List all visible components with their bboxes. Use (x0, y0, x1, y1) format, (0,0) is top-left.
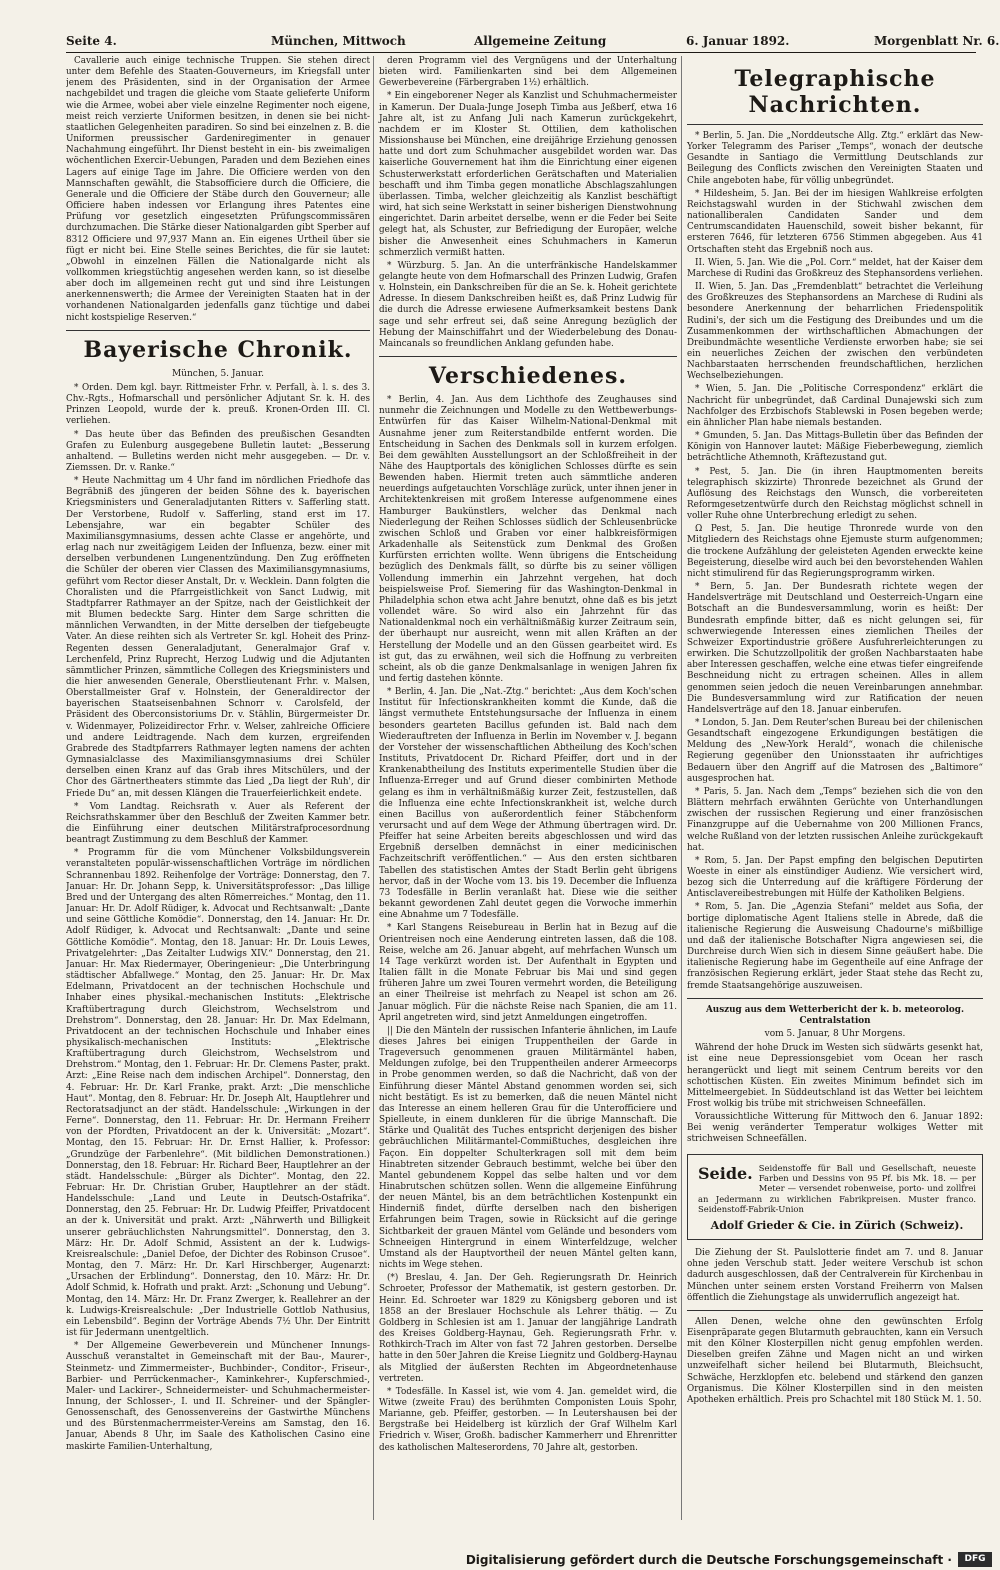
article-paragraph: * Das heute über das Befinden des preußischen Gesandten Grafen zu Eulenburg ausgegebene Bulletin lautet: „Besserung anhaltend. — Bulletins werden nicht mehr ausgegeben. — Dr. v. Ziemssen. Dr. v. Ranke.“ (66, 429, 370, 473)
article-paragraph: * Karl Stangens Reisebureau in Berlin hat in Bezug auf die Orientreisen noch eine Aenderung eintreten lassen, daß die 108. Reise, welche am 26. Januar abgeht, auf mehrfachen Wunsch um 14 Tage verkürzt worden ist. Der Aufenthalt in Egypten und Italien fällt in die Monate Februar bis Mai und sind gegen früheren Jahre um zwei Touren vermehrt worden, die Beteiligung an einer Theilreise ist mehrfach zu Neapel ist schon am 26. Januar möglich. Für die nächste Reise nach Spanien, die am 11. April angetreten wird, sind jetzt Anmeldungen eingetroffen. (379, 923, 677, 1023)
article-paragraph: * Vom Landtag. Reichsrath v. Auer als Referent der Reichsrathskammer über den Beschluß der Zweiten Kammer betr. die Einführung einer deutschen Militärstrafprocesordnung beantragt Zustimmung zu dem Beschluß der Kammer. (66, 801, 370, 846)
telegram-item: * Hildesheim, 5. Jan. Bei der im hiesigen Wahlkreise erfolgten Reichstagswahl wurden in der Stichwahl zwischen dem nationalliberalen Candidaten Sander und dem Centrumscandidaten Hauenschild, soweit bisher bekannt, für ersteren 7646, für letzteren 6756 Stimmen abgegeben. Aus 41 Ortschaften steht das Ergebniß noch aus. (687, 188, 983, 255)
telegram-item: II. Wien, 5. Jan. Das „Fremdenblatt“ betrachtet die Verleihung des Großkreuzes des Stephansordens an Marchese di Rudini als besondere Anerkennung der beharrlichen Friedenspolitik Rudini's, der sich um die Festigung des Dreibundes und um die Zusammenkommen der wirthschaftlichen Abmachungen der Dreibundmächte wesentliche Verdienste erworben habe; sie sei ein neuerliches Zeichen der zwischen den verbündeten Nachbarstaaten herrschenden freundschaftlichen, herzlichen Wechselbeziehungen. (687, 282, 983, 382)
article-paragraph: * Berlin, 4. Jan. Aus dem Lichthofe des Zeughauses sind nunmehr die Zeichnungen und Modelle zu den Wettbewerbungs-Entwürfen für das Kaiser Wilhelm-National-Denkmal mit Ausnahme jener zum Reiterstandbilde entfernt worden. Die Entscheidung in Sachen des Denkmals soll in kurzem erfolgen. Bei dem gewählten Ausstellungsort an der Schloßfreiheit in der Nähe des Hauptportals des königlichen Schlosses dürfte es sein Bewenden haben. Hiermit treten auch sämmtliche anderen neuerdings aufgetauchten Vorschläge zurück, unter ihnen jener in Architektenkreisen mit großem Interesse aufgenommene eines Hamburger Baukünstlers, welcher das Denkmal nach Niederlegung der Reihen Schlosses südlich der Schleusenbrücke zwischen Schloß und Graben vor einer halbkreisförmigen Arkadenhalle als Seitenstück zum Denkmal des Großen Kurfürsten errichten wollte. Wenn übrigens die Entscheidung bezüglich des Denkmals fällt, so dürfte bis zu seiner völligen Vollendung immerhin ein Jahrzehnt vergehen, hat doch beispielsweise Prof. Siemering für das Washington-Denkmal in Philadelphia schon etwa acht Jahre benutzt, ohne daß es bis jetzt vollendet wäre. So wird also ein Jahrzehnt für das Nationaldenkmal noch ein verhältnißmäßig kurzer Zeitraum sein, der überhaupt nur ausreicht, wenn mit allen Kräften an der Herstellung der Modelle und an den Güssen gearbeitet wird. Es ist gut, das zu erwähnen, weil sich die Hoffnung zu verbreiten scheint, als ob die ganze Denkmalsanlage in wenigen Jahren fix und fertig dastehen könnte. (379, 395, 677, 684)
dfg-logo: DFG (958, 1552, 992, 1567)
article-paragraph: * Heute Nachmittag um 4 Uhr fand im nördlichen Friedhofe das Begräbniß des jüngeren der beiden Söhne des k. bayerischen Kriegsministers und Generaladjutanten Ritters v. Safferling statt. Der Verstorbene, Rudolf v. Safferling, stand erst im 17. Lebensjahre, war ein begabter Schüler des Maximiliansgymnasiums, dessen achte Classe er angehörte, und erlag nach nur zweitägigem Leiden der Influenza, bezw. einer mit derselben verbundenen Lungenentzündung. Den Zug eröffneten die Schüler der oberen vier Classen des Maximiliansgymnasiums, geführt vom Rector dieser Anstalt, Dr. v. Wecklein. Dann folgten die Choralisten und die Pfarrgeistlichkeit von Sanct Ludwig, mit Stadtpfarrer Rathmayer an der Spitze, nach der Geistlichkeit der mit Blumen bedeckte Sarg. Hinter dem Sarge schritten die männlichen Verwandten, in der Mitte derselben der tiefgebeugte Vater. An diese reihten sich als Vertreter Sr. kgl. Hoheit des Prinz-Regenten dessen Generaladjutant, Generalmajor Graf v. Lerchenfeld, Prinz Ruprecht, Herzog Ludwig und die Adjutanten sämmtlicher Prinzen, sämmtliche Collegen des Kriegsministers und die hier anwesenden Generale, Oberstlieutenant Frhr. v. Malsen, Oberstallmeister Graf v. Holnstein, der Generaldirector der bayerischen Staatseisenbahnen Schnorr v. Carolsfeld, der Präsident des Oberconsistoriums Dr. v. Stählin, Bürgermeister Dr. v. Widenmayer, Polizeidirector Frhr. v. Welser, zahlreiche Officiere und andere Leidtragende. Nach dem kurzen, ergreifenden Grabrede des Stadtpfarrers Rathmayer legten namens der achten Gymnasialclasse des Maximiliansgymnasiums drei Schüler derselben einen Kranz auf das Grab ihres Mitschülers, und der Chor des Gärtnertheaters stimmte das Lied „Da liegt der Ruh', dir Friede Du“ an, mit dessen Klängen die Trauerfeierlichkeit endete. (66, 476, 370, 799)
divider (687, 998, 983, 999)
telegram-item: * Berlin, 5. Jan. Die „Norddeutsche Allg. Ztg.“ erklärt das New-Yorker Telegramm des Pariser „Temps“, wonach der deutsche Gesandte in Santiago die Vermittlung Deutschlands zur Beilegung des Conflicts zwischen den Vereinigten Staaten und Chile angeboten habe, für völlig unbegründet. (687, 131, 983, 186)
silk-advertisement (687, 1154, 983, 1240)
telegram-item: * London, 5. Jan. Dem Reuter'schen Bureau bei der chilenischen Gesandtschaft eingezogene Erkundigungen bestätigen die Meldung des „New-York Herald“, wonach die chilenische Regierung gegenüber den Unionsstaaten ihr aufrichtiges Bedauern über den Angriff auf die Matrosen des „Baltimore“ ausgesprochen hat. (687, 717, 983, 784)
article-paragraph: * Ein eingeborener Neger als Kanzlist und Schuhmachermeister in Kamerun. Der Duala-Junge Joseph Timba aus Jeßberf, etwa 16 Jahre alt, ist zu Anfang Juli nach Kamerun zurückgekehrt, nachdem er im Kloster St. Ottilien, dem katholischen Missionshause bei München, eine dreijährige Erziehung genossen hatte und dort zum Schuhmacher ausgebildet worden war. Das kaiserliche Gouvernement hat ihm die Einrichtung einer eigenen Schusterwerkstatt erforderlichen Gerätschaften und Materialien beschafft und ihm Timba gegen monatliche Abschlagszahlungen überlassen. Timba, welcher gleichzeitig als Kanzlist beschäftigt wird, hat sich seine Werkstatt in seiner bisherigen Dienstwohnung eingerichtet. Darin arbeitet derselbe, wenn er die Feder bei Seite gelegt hat, als Schuster, zur Befriedigung der Europäer, welche bisher die Anwesenheit eines Schuhmachers in Kamerun schmerzlich vermißt hatten. (379, 91, 677, 258)
article-paragraph: * Würzburg. 5. Jan. An die unterfränkische Handelskammer gelangte heute von dem Hofmarschall des Prinzen Ludwig, Grafen v. Holnstein, ein Dankschreiben für die an Se. k. Hoheit gerichtete Adresse. In diesem Dankschreiben heißt es, daß Prinz Ludwig für die durch die Adresse erwiesene Aufmerksamkeit bestens Dank sage und sehr erfreut sei, daß seine Anregung bezüglich der Hebung der Mainschiffahrt und der Wiederbelebung des Donau-Maincanals so freundlichen Anklang gefunden habe. (379, 260, 677, 349)
ad-headline: Seide. (698, 1163, 753, 1183)
newspaper-title: Allgemeine Zeitung (474, 34, 607, 48)
article-paragraph: (*) Breslau, 4. Jan. Der Geh. Regierungsrath Dr. Heinrich Schroeter, Professor der Mathematik, ist gestern gestorben. Dr. Heinr. Ed. Schroeter war 1829 zu Königsberg geboren und ist 1858 an der Breslauer Hochschule als Lehrer thätig. — Zu Goldberg in Schlesien ist am 1. Januar der langjährige Landrath des Kreises Goldberg-Haynau, Geh. Regierungsrath Frhr. v. Rothkirch-Trach im Alter von fast 72 Jahren gestorben. Derselbe hatte in den 50er Jahren die Kreise Liegnitz und Goldberg-Haynau als Mitglied der äußersten Rechten im Abgeordnetenhause vertreten. (379, 1273, 677, 1384)
digitization-footer (0, 1549, 1000, 1570)
article-paragraph: deren Programm viel des Vergnügens und der Unterhaltung bieten wird. Familienkarten sind bei dem Allgemeinen Gewerbevereine (Färbergraben 1½) erhältlich. (379, 56, 677, 89)
weather-report-text: Während der hohe Druck im Westen sich südwärts gesenkt hat, ist eine neue Depressionsgebiet vom Ocean her rasch herangerückt und liegt mit seinem Centrum bereits vor den schottischen Küsten. Ein zweites Minimum befindet sich im Mittelmeergebiet. In Süddeutschland ist das Wetter bei leichtem Frost wolkig bis trübe mit strichweisen Schneefällen. (687, 1043, 983, 1109)
telegram-item: * Bern, 5. Jan. Der Bundesrath richtete wegen der Handelsverträge mit Deutschland und Oesterreich-Ungarn eine Botschaft an die Bundesversammlung, worin es heißt: Der Bundesrath empfinde bitter, daß es nicht gelungen sei, für schwerwiegende Interessen eines ziemlichen Theiles der Schweizer Exportindustrie größere Ausfuhrerleichterungen zu erwirken. Die Schutzzollpolitik der großen Nachbarstaaten habe aber Interessen geschaffen, welche eine etwas tiefer eingreifende Beschneidung nicht zu ertragen scheinen. Alles in allem genommen seien jedoch die neuen Vereinbarungen annehmbar. Die Bundesversammlung wird zur Ratification der neuen Handelsverträge auf den 18. Januar einberufen. (687, 582, 983, 715)
ad-text: Seidenstoffe für Ball und Gesellschaft, neueste Farben und Dessins von 95 Pf. bis Mk. 18. — per Meter — versendet robenweise, porto- und zollfrei an Jedermann zu wirklichen Fabrikpreisen. Muster franco. Seidenstoff-Fabrik-Union (698, 1162, 976, 1215)
closing-advertisement: Allen Denen, welche ohne den gewünschten Erfolg Eisenpräparate gegen Blutarmuth gebrauchten, kann ein Versuch mit den Kölner Klosterpillen nicht genug empfohlen werden. Dieselben greifen Zähne und Magen nicht an und wirken unzweifelhaft sicher heilend bei Blutarmuth, Bleichsucht, Schwäche, Herzklopfen etc. belebend und stärkend den ganzen Organismus. Die Kölner Klosterpillen sind in den meisten Apotheken erhältlich. Preis pro Schachtel mit 180 Stück M. 1. 50. (687, 1316, 983, 1405)
article-paragraph: * Der Allgemeine Gewerbeverein und Münchener Innungs-Ausschuß veranstaltet in Gemeinschaft mit der Bau-, Maurer-, Steinmetz- und Zimmermeister-, Buchbinder-, Conditor-, Friseur-, Barbier- und Perrückenmacher-, Kaminkehrer-, Kupferschmied-, Maler- und Lackirer-, Schneidermeister- und Schuhmachermeister-Innung, der Schlosser-, I. und II. Schreiner- und der Spängler-Genossenschaft, des Genossenvereins der Gastwirthe Münchens und des Bürstenmacherrmeister-Vereins am Samstag, den 16. Januar, Abends 8 Uhr, im Saale des Katholischen Casino eine maskirte Familien-Unterhaltung, (66, 1341, 370, 1452)
edition-number: Morgenblatt Nr. 6. (874, 34, 1000, 48)
section-title-bayerische-chronik: Bayerische Chronik. (83, 336, 353, 363)
weather-report-subtitle: vom 5. Januar, 8 Uhr Morgens. (764, 1029, 906, 1040)
column-1 (66, 56, 370, 1520)
divider (66, 330, 370, 331)
telegram-item: * Rom, 5. Jan. Der Papst empfing den belgischen Deputirten Woeste in einer als einstündiger Audienz. Wie versichert wird, bezog sich die Unterredung auf die kräftigere Förderung der Antisclavereibestrebungen mit Hülfe der Katholiken Belgiens. (687, 855, 983, 900)
weather-report-title: Auszug aus dem Wetterbericht der k. b. meteorolog. Centralstation (705, 1004, 965, 1026)
telegram-item: II. Wien, 5. Jan. Wie die „Pol. Corr.“ meldet, hat der Kaiser dem Marchese di Rudini das Großkreuz des Stephansordens verliehen. (687, 257, 983, 279)
page-header (66, 30, 1000, 53)
telegram-item: Ω Pest, 5. Jan. Die heutige Thronrede wurde von den Mitgliedern des Reichstags ohne Ejemuste sturm aufgenommen; die trockene Aufzählung der geleisteten Agenden erweckte keine Begeisterung, dieselbe wird auch bei den bevorstehenden Wahlen nicht stimulirend für das Regierungsprogramm wirken. (687, 524, 983, 579)
article-paragraph: * Orden. Dem kgl. bayr. Rittmeister Frhr. v. Perfall, à. l. s. des 3. Chv.-Rgts., Hofmarschall und persönlicher Adjutant Sr. k. H. des Prinzen Leopold, wurde der k. preuß. Kronen-Orden III. Cl. verliehen. (66, 382, 370, 427)
telegram-item: * Rom, 5. Jan. Die „Agenzia Stefani“ meldet aus Sofia, der bortige diplomatische Agent Italiens stelle in Abrede, daß die italienische Regierung die Ausweisung Chadourne's mißbillige und daß der italienische Botschafter Nigra angewiesen sei, die Durchreise durch Wien sich in diesem Sinne geäußert habe. Die italienische Regierung habe im Gegentheile auf eine Anfrage der französischen Regierung erklärt, jeder Staat stehe das Recht zu, fremde Staatsangehörige auszuweisen. (687, 902, 983, 991)
dateline: München, 5. Januar. (171, 368, 265, 379)
page-number: Seite 4. (66, 34, 117, 48)
telegram-item: * Wien, 5. Jan. Die „Politische Correspondenz“ erklärt die Nachricht für unbegründet, daß Cardinal Dunajewski sich zum Nachfolger des Erzbischofs Stablewski in Posen begeben werde; ein ähnlicher Plan habe niemals bestanden. (687, 384, 983, 428)
column-2 (373, 56, 677, 1520)
telegram-item: * Paris, 5. Jan. Nach dem „Temps“ beziehen sich die von den Blättern mehrfach erwähnten Gerüchte von Unterhandlungen zwischen der russischen Regierung und einer französischen Finanzgruppe auf die Uebernahme von 200 Millionen Francs, welche Rußland von der letzten russischen Anleihe zurückgekauft hat. (687, 786, 983, 853)
section-title-verschiedenes: Verschiedenes. (428, 363, 628, 390)
telegram-item: * Gmunden, 5. Jan. Das Mittags-Bulletin über das Befinden der Königin von Hannover lautet: Mäßige Fieberbewegung, ziemlich beträchtliche Athemnoth, Kräftezustand gut. (687, 431, 983, 464)
footer-credit: Digitalisierung gefördert durch die Deutsche Forschungsgemeinschaft · (465, 1553, 952, 1567)
article-paragraph: || Die den Mänteln der russischen Infanterie ähnlichen, im Laufe dieses Jahres bei einigen Truppentheilen der Garde in Trageversuch genommenen grauen Militärmäntel haben, Meldungen zufolge, bei den Truppentheilen anderer Armeecorps in Probe genommen werden, so daß die Nachricht, daß von der Einführung dieser Mäntel Abstand genommen worden sei, sich nicht bestätigt. Es ist zu bemerken, daß die neuen Mäntel nicht das Interesse an einem helleren Grau für die Unterofficiere und Spielleute, in einem dunkleren für die übrige Mannschaft. Die Stärke und Qualität des Tuches entspricht derjenigen des bisher gebräuchlichen Militärmantel-Commißtuches, desgleichen ihre Façon. Ein doppelter Schulterkragen soll mit dem beim Hinabtreten sitzender Gebrauch bestimmt, welche bei über den Mantel gebundenem Koppel das selbe halten und vor dem Hinabrutschen schützen sollen. Wenn die allgemeine Einführung der neuen Mäntel, bis an dem beträchtlichen Kostenpunkt ein Hinderniß findet, dürfte derselben nach den bisherigen Erfahrungen beim Tragen, sowie in Rücksicht auf die geringe Sichtbarkeit der grauen Mäntel vom Gelände und besonders vom Schneeigen Hintergrund in einem Winterfeldzuge, welcher Umstand als der Hauptvortheil der neuen Mäntel gelten kann, nichts im Wege stehen. (379, 1025, 677, 1271)
lottery-notice: Die Ziehung der St. Paulslotterie findet am 7. und 8. Januar ohne jeden Verschub statt. Jeder weitere Verschub ist schon dadurch ausgeschlossen, daß der Centralverein für Kirchenbau in München unter seinem ersten Vorstand Freiherrn von Malsen öffentlich die Ziehungstage als unwiderruflich angezeigt hat. (687, 1248, 983, 1303)
divider (687, 1310, 983, 1311)
ad-firm-name: Adolf Grieder & Cie. in Zürich (Schweiz). (710, 1218, 964, 1232)
weather-forecast: Voraussichtliche Witterung für Mittwoch den 6. Januar 1892: Bei wenig veränderter Temperatur wolkiges Wetter mit strichweisen Schneefällen. (687, 1112, 983, 1145)
place-and-day: München, Mittwoch (271, 34, 406, 48)
telegram-item: * Pest, 5. Jan. Die (in ihren Hauptmomenten bereits telegraphisch skizzirte) Thronrede bezeichnet als Grund der Auflösung des Reichstags den Wunsch, die vorbereiteten Reformgesetzentwürfe durch den Reichstag möglichst schnell in voller Ruhe ohne Unterbrechung erledigt zu sehen. (687, 466, 983, 522)
divider (687, 124, 983, 125)
article-paragraph: * Berlin, 4. Jan. Die „Nat.-Ztg.“ berichtet: „Aus dem Koch'schen Institut für Infectionskrankheiten kommt die Kunde, daß die längst vermuthete Entstehungsursache der Influenza in einem besonders gearteten Bacillus gefunden ist. Bald nach dem Wiederauftreten der Influenza in Berlin im November v. J. begann der Vorsteher der wissenschaftlichen Abtheilung des Koch'schen Instituts, Privatdocent Dr. Richard Pfeiffer, dort und in der Krankenabtheilung des Instituts experimentelle Studien über die Influenza-Erreger und auf Grund dieser combinirten Methode gelang es ihm in verhältnißmäßig kurzer Zeit, festzustellen, daß die Influenza eine echte Infectionskrankheit ist, welche durch einen Bacillus von außerordentlich feiner Stäbchenform verursacht und auf dem Wege der Athmung übertragen wird. Dr. Pfeiffer hat seine Arbeiten bereits abgeschlossen und wird das Ergebniß derselben demnächst in einer medicinischen Fachzeitschrift veröffentlichen.“ — Aus den ersten sichtbaren Tabellen des statistischen Amtes der Stadt Berlin geht übrigens hervor, daß in der Woche vom 13. bis 19. December die Influenza 73 Todesfälle in Berlin veranlaßt hat. Diese wie die seither bekannt gewordenen Zahl deutet gegen die Vorwoche immerhin eine Abnahme um 7 Todesfälle. (379, 687, 677, 921)
section-title-telegraphische-nachrichten: Telegraphische Nachrichten. (734, 66, 936, 118)
issue-date: 6. Januar 1892. (686, 34, 790, 48)
article-paragraph: Cavallerie auch einige technische Truppen. Sie stehen direct unter dem Befehle des Staaten-Gouverneurs, im Kriegsfall unter jenem des Präsidenten, sind in der Organisation der Armee nachgebildet und tragen die gleiche vom Staate gelieferte Uniform wie die Armee, wobei aber viele einzelne Regimenter noch eigene, meist reich verzierte Uniformen besitzen, in denen sie bei nicht-staatlichen Gelegenheiten paradiren. So sind bei einzelnen z. B. die Uniformen preussischer Gardeniregimenter in genauer Nachahmung eingeführt. Ihr Dienst besteht in ein- bis zweimaligen wöchentlichen Exercir-Uebungen, Paraden und dem Beziehen eines Lagers auf einige Tage im Jahre. Die Officiere werden von den Mannschaften gewählt, die Stabsofficiere durch die Officiere, die Generale und die Officiere der Stäbe durch den Gouverneur; alle Officiere haben indessen vor Erlangung ihres Patentes eine Prüfung vor gesetzlich eingesetzten Prüfungscommissären durchzumachen. Die Stärke dieser Nationalgarden gibt Sperber auf 8312 Officiere und 97,937 Mann an. Ein eigenes Urtheil über sie fügt er nicht bei. Eine Stelle seines Berichtes, die für sie lautet: „Obwohl in einzelnen Fällen die Nationalgarde nicht als vollkommen kriegstüchtig angesehen werden kann, so ist dieselbe aber doch im allgemeinen recht gut und sind ihre Leistungen anerkennenswerth; die Armee der Vereinigten Staaten hat in der vorhandenen Nationalgarden jedenfalls ganz tüchtige und dabei nicht kostspielige Reserven.“ (66, 56, 370, 323)
article-paragraph: * Programm für die vom Münchener Volksbildungsverein veranstalteten populär-wissenschaftlichen Vorträge im nördlichen Schrannenbau 1892. Reihenfolge der Vorträge: Donnerstag, den 7. Januar: Hr. Dr. Johann Sepp, k. Universitätsprofessor: „Das lillige Bred und der Untergang des alten Römerreiches.“ Montag, den 11. Januar: Hr. Dr. Adolf Rüdiger, k. Advocat und Rechtsanwalt: „Dante und seine Göttliche Komödie“. Donnerstag, den 14. Januar: Hr. Dr. Adolf Rüdiger, k. Advocat und Rechtsanwalt: „Dante und seine Göttliche Komödie“. Montag, den 18. Januar: Hr. Dr. Louis Lewes, Privatgelehrter: „Das Zeitalter Ludwigs XIV.“ Donnerstag, den 21. Januar: Hr. Max Riedermayer, Oberingenieur: „Die Unterbringung städtischer Abfallwege.“ Montag, den 25. Januar: Hr. Dr. Max Edelmann, Privatdocent an der technischen Hochschule und Inhaber eines physikal.-mechanischen Instituts: „Elektrische Kraftübertragung durch Gleichstrom, Wechselstrom und Drehstrom“. Donnerstag, den 28. Januar: Hr. Dr. Max Edelmann, Privatdocent an der technischen Hochschule und Inhaber eines physikalisch-mechanischen Instituts: „Elektrische Kraftübertragung durch Gleichstrom, Wechselstrom und Drehstrom.“ Montag, den 1. Februar: Hr. Dr. Clemens Paster, prakt. Arzt: „Eine Reise nach dem indischen Archipel“. Donnerstag, den 4. Februar: Hr. Dr. Karl Franke, prakt. Arzt: „Die menschliche Haut“. Montag, den 8. Februar: Hr. Dr. Joseph Alt, Hauptlehrer und Rectoratsadjunct an der städt. Handelsschule: „Wirkungen in der Ferne“. Donnerstag, den 11. Februar: Hr. Dr. Hermann Freiherr von der Pfordten, Privatdocent an der k. Universität: „Mozart“. Montag, den 15. Februar: Hr. Dr. Ernst Hallier, k. Professor: „Grundzüge der Farbenlehre“. (Mit bildlichen Demonstrationen.) Donnerstag, den 18. Februar: Hr. Richard Beer, Hauptlehrer an der städt. Handelsschule: „Bürger als Dichter“. Montag, den 22. Februar: Hr. Dr. Christian Gruber, Hauptlehrer an der städt. Handelsschule: „Land und Leute in Deutsch-Ostafrika“. Donnerstag, den 25. Februar: Hr. Dr. Ludwig Pfeiffer, Privatdocent an der k. Universität und prakt. Arzt: „Nährwerth und Billigkeit unserer gebräuchlichsten Nahrungsmittel“. Donnerstag, den 3. März: Hr. Dr. Adolf Schmid, Assistent an der k. Ludwigs-Kreisrealschule: „Daniel Defoe, der Dichter des Robinson Crusoe“. Montag, den 7. März: Hr. Dr. Karl Hirschberger, Augenarzt: „Ursachen der Erblindung“. Donnerstag, den 10. März: Hr. Dr. Adolf Schmid, k. Hofrath und prakt. Arzt: „Schonung und Uebung“. Montag, den 14. März: Hr. Dr. Franz Zwerger, k. Reallehrer an der k. Ludwigs-Kreisrealschule: „Der Industrielle Gottlob Nathusius, ein Lebensbild“. Beginn der Vorträge Abends 7½ Uhr. Der Eintritt ist für Jedermann unentgeltlich. (66, 848, 370, 1339)
article-paragraph: * Todesfälle. In Kassel ist, wie vom 4. Jan. gemeldet wird, die Witwe (zweite Frau) des berühmten Componisten Louis Spohr, Marianne, geb. Pfeiffer, gestorben. — In Leutershausen bei der Bergstraße bei Heidelberg ist kürzlich der Graf Wilhelm Karl Friedrich v. Wiser, Großh. badischer Kammerherr und Ehrenritter des katholischen Malteserordens, 70 Jahre alt, gestorben. (379, 1386, 677, 1453)
divider (379, 356, 677, 357)
column-3 (681, 56, 983, 1520)
